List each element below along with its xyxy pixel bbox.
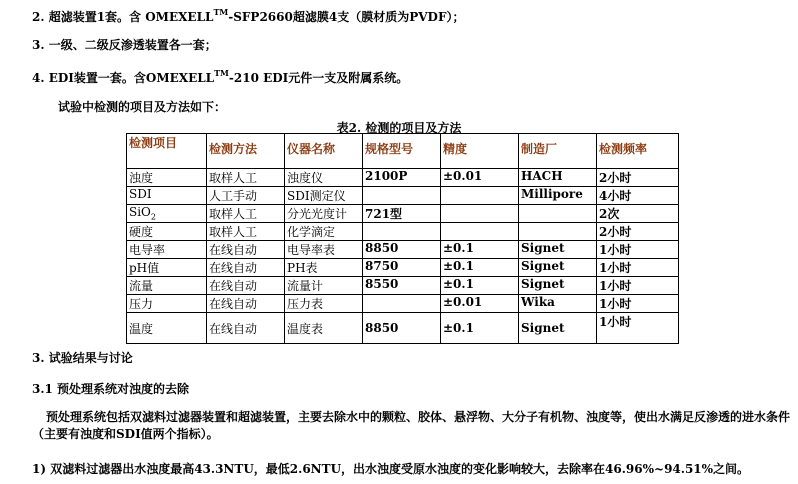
cell: Signet [519,259,597,277]
cell: 在线自动 [207,313,285,344]
cell [519,223,597,241]
cell: Wika [519,295,597,313]
cell: SDI测定仪 [285,187,363,205]
cell: 4小时 [597,187,679,205]
header-cell: 检测项目 [127,134,207,169]
cell: 2次 [597,205,679,223]
table-row [127,187,679,205]
header-cell: 精度 [441,134,519,169]
table-caption: 表2. 检测的项目及方法 [336,121,462,135]
cell: 8850 [363,241,441,259]
subscript: 2 [150,212,156,222]
cell: 8850 [363,313,441,344]
cell: 2小时 [597,169,679,187]
table-row [127,241,679,259]
cell: 1小时 [597,259,679,277]
cell: SDI [127,187,207,205]
trademark-sup: TM [214,68,229,78]
cell: 流量 [127,277,207,295]
item-2-text: 2. 超滤装置1套。含 OMEXELL [32,10,214,24]
cell: 在线自动 [207,295,285,313]
item-4-text: 4. EDI装置一套。含OMEXELL [32,71,215,85]
cell: 温度 [127,313,207,344]
table-row [127,169,679,187]
cell: HACH [519,169,597,187]
cell: ±0.01 [441,295,519,313]
cell: 浊度 [127,169,207,187]
cell: 取样人工 [207,205,285,223]
cell: 硬度 [127,223,207,241]
cell: pH值 [127,259,207,277]
header-cell: 检测频率 [597,134,679,169]
cell: Signet [519,277,597,295]
cell: Millipore [519,187,597,205]
cell: 压力 [127,295,207,313]
cell: 在线自动 [207,277,285,295]
cell: 取样人工 [207,169,285,187]
table-row [127,277,679,295]
subsection-heading: 3.1 预处理系统对浊度的去除 [32,382,190,396]
table-row [127,223,679,241]
methods-table [126,133,679,344]
header-cell: 仪器名称 [285,134,363,169]
cell [363,295,441,313]
cell: 1小时 [597,313,679,344]
table-header-row [127,134,679,169]
cell [363,223,441,241]
item-2 [32,7,464,25]
cell: 8750 [363,259,441,277]
cell [519,205,597,223]
cell: 浊度仪 [285,169,363,187]
cell: Signet [519,241,597,259]
table-intro: 试验中检测的项目及方法如下： [58,100,227,114]
cell: 1小时 [597,241,679,259]
header-cell: 检测方法 [207,134,285,169]
cell: 电导率表 [285,241,363,259]
paragraph-pretreatment: 预处理系统包括双滤料过滤器装置和超滤装置，主要去除水中的颗粒、胶体、悬浮物、大分子有机物、浊度等，使出水满足反渗透的进水条件（主要有浊度和SDI值两个指标）。 [32,410,791,441]
cell: 1小时 [597,277,679,295]
table-row [127,313,679,344]
header-cell: 制造厂 [519,134,597,169]
cell: 流量计 [285,277,363,295]
trademark-sup: TM [213,7,229,17]
item-3: 3. 一级、二级反渗透装置各一套； [32,38,217,52]
cell: 在线自动 [207,241,285,259]
item-4 [32,68,408,86]
table-row [127,205,679,223]
cell: ±0.1 [441,241,519,259]
cell [441,223,519,241]
cell: 电导率 [127,241,207,259]
cell: ±0.1 [441,313,519,344]
cell: 721型 [363,205,441,223]
cell: 化学滴定 [285,223,363,241]
cell [127,205,207,223]
cell: 2小时 [597,223,679,241]
sio-label: SiO [129,205,151,219]
cell: 8550 [363,277,441,295]
cell: 压力表 [285,295,363,313]
cell: ±0.1 [441,259,519,277]
cell: 2100P [363,169,441,187]
cell [441,187,519,205]
cell: 在线自动 [207,259,285,277]
cell: 分光光度计 [285,205,363,223]
cell: 温度表 [285,313,363,344]
paragraph-filter: 1) 双滤料过滤器出水浊度最高43.3NTU，最低2.6NTU，出水浊度受原水浊度的变化影响较大，去除率在46.96%~94.51%之间。 [32,462,750,476]
cell [363,187,441,205]
table-row [127,295,679,313]
cell: 人工手动 [207,187,285,205]
cell [441,205,519,223]
cell: ±0.01 [441,169,519,187]
cell: ±0.1 [441,277,519,295]
cell: PH表 [285,259,363,277]
table-row [127,259,679,277]
cell: 1小时 [597,295,679,313]
item-4-suffix: -210 EDI元件一支及附属系统。 [228,71,409,85]
cell: Signet [519,313,597,344]
section-heading: 3. 试验结果与讨论 [32,351,133,365]
header-cell: 规格型号 [363,134,441,169]
cell: 取样人工 [207,223,285,241]
item-2-suffix: -SFP2660超滤膜4支（膜材质为PVDF）； [228,10,465,24]
